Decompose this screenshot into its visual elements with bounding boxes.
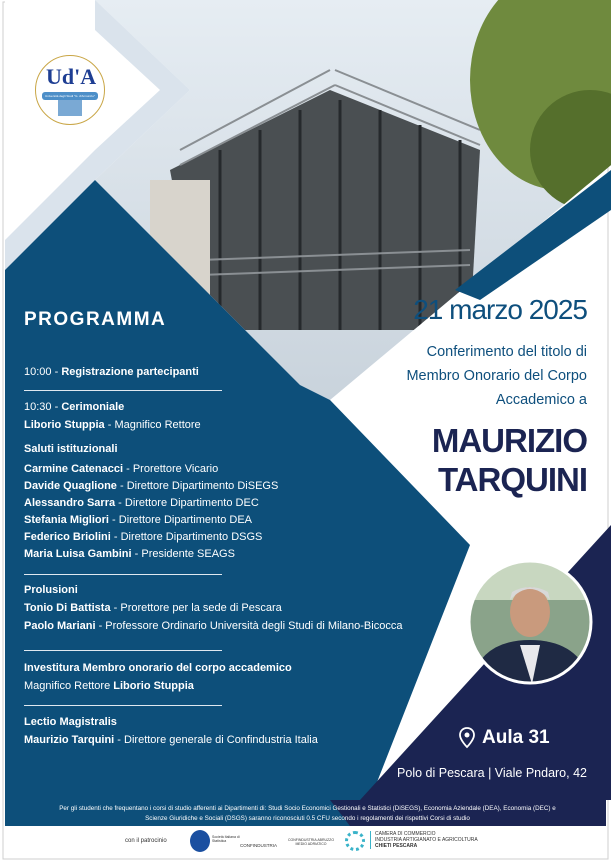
honoree-first-name: MAURIZIO xyxy=(431,422,587,459)
patronage-strip: con il patrocinio Società Italiana di Statistica CONFINDUSTRIA CONFINDUSTRIA ABRUZZO MEDIO ADRIATICO CAMERA DI COMMERCIO INDUSTRIA ARTIGIANATO E AGRICOLTURA CHIETI PESCARA xyxy=(0,828,611,854)
location-room: Aula 31 xyxy=(458,727,550,749)
program-item: Liborio Stuppia - Magnifico Rettore xyxy=(24,419,201,431)
program-item: Paolo Mariani - Professore Ordinario Università degli Studi di Milano-Bicocca xyxy=(24,620,403,632)
program-item: Federico Briolini - Direttore Dipartimento DSGS xyxy=(24,531,263,543)
program-item: Saluti istituzionali xyxy=(24,443,118,455)
camera-commercio-logo xyxy=(345,831,365,851)
divider xyxy=(24,705,222,706)
event-subtitle-line: Conferimento del titolo di xyxy=(426,344,587,360)
event-date: 21 marzo 2025 xyxy=(413,294,587,325)
program-item: Magnifico Rettore Liborio Stuppia xyxy=(24,680,194,692)
programma-title: PROGRAMMA xyxy=(24,309,167,330)
divider xyxy=(24,574,222,575)
university-logo: Ud'A Università degli Studi "G. d'Annunzio" xyxy=(35,55,105,125)
divider xyxy=(24,390,222,391)
event-subtitle-line: Accademico a xyxy=(495,392,587,408)
program-item: Investitura Membro onorario del corpo accademico xyxy=(24,662,292,674)
program-item: 10:00 - Registrazione partecipanti xyxy=(24,366,199,378)
program-item: Lectio Magistralis xyxy=(24,716,117,728)
program-item: Stefania Migliori - Direttore Dipartimento DEA xyxy=(24,514,253,526)
program-item: Tonio Di Battista - Prorettore per la sede di Pescara xyxy=(24,602,282,614)
program-item: Carmine Catenacci - Prorettore Vicario xyxy=(24,463,219,475)
program-item: 10:30 - Cerimoniale xyxy=(24,401,125,413)
program-item: Davide Quaglione - Direttore Dipartimento DiSEGS xyxy=(24,480,279,492)
program-item: Alessandro Sarra - Direttore Dipartimento DEC xyxy=(24,497,259,509)
sis-logo xyxy=(190,830,210,852)
divider xyxy=(24,650,222,651)
program-item: Maurizio Tarquini - Direttore generale di Confindustria Italia xyxy=(24,734,318,746)
map-pin-icon xyxy=(458,727,476,749)
event-subtitle-line: Membro Onorario del Corpo xyxy=(406,368,587,384)
program-item: Prolusioni xyxy=(24,584,78,596)
program-item: Maria Luisa Gambini - Presidente SEAGS xyxy=(24,548,235,560)
honoree-last-name: TARQUINI xyxy=(437,461,587,498)
location-address: Polo di Pescara | Viale Pndaro, 42 xyxy=(397,766,587,780)
credits-note: Per gli studenti che frequentano i corsi di studio afferenti ai Dipartimenti di: Studi Socio Economici Gestionali e Statistici (DiSEGS), Economia Aziendale (DEA), Economia (DEC) e Scienze Giuridiche e Sociali (DSGS) saranno riconosciuti 0.5 CFU secondo i regolamenti dei rispettivi Corsi di studio xyxy=(59,805,556,822)
